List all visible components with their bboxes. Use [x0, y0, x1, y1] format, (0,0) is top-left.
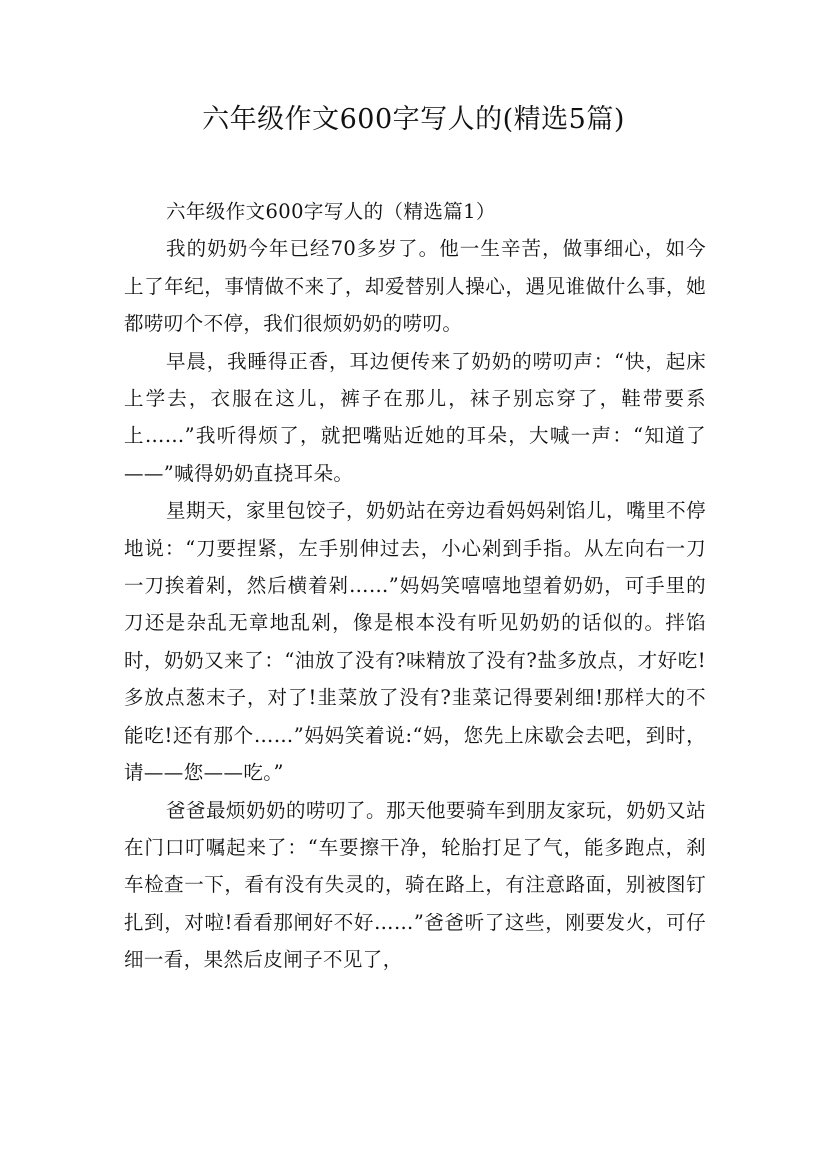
- document-title: 六年级作文600字写人的(精选5篇): [202, 104, 625, 135]
- paragraph-1: 我的奶奶今年已经70多岁了。他一生辛苦，做事细心，如今上了年纪，事情做不来了，却爱替别人操心，遇见谁做什么事，她都唠叨个不停，我们很烦奶奶的唠叨。: [124, 237, 706, 336]
- paragraph-3: 星期天，家里包饺子，奶奶站在旁边看妈妈剁馅儿，嘴里不停地说：“刀要捏紧，左手别伸过去，小心剁到手指。从左向右一刀一刀挨着剁，然后横着剁……”妈妈笑嘻嘻地望着奶奶，可手里的刀还是杂乱无章地乱剁，像是根本没有听见奶奶的话似的。拌馅时，奶奶又来了：“油放了没有?味精放了没有?盐多放点，才好吃!多放点葱末子，对了!韭菜放了没有?韭菜记得要剁细!那样大的不能吃!还有那个……”妈妈笑着说:“妈，您先上床歇会去吧，到时，请——您——吃。”: [124, 499, 706, 785]
- section-heading: 六年级作文600字写人的（精选篇1）: [166, 200, 496, 223]
- document-body: [124, 193, 706, 979]
- paragraph-2: 早晨，我睡得正香，耳边便传来了奶奶的唠叨声：“快，起床上学去，衣服在这儿，裤子在那儿，袜子别忘穿了，鞋带要系上……”我听得烦了，就把嘴贴近她的耳朵，大喊一声：“知道了——”喊得奶奶直挠耳朵。: [124, 349, 706, 485]
- paragraph-4: 爸爸最烦奶奶的唠叨了。那天他要骑车到朋友家玩，奶奶又站在门口叮嘱起来了：“车要擦干净，轮胎打足了气，能多跑点，刹车检查一下，看有没有失灵的，骑在路上，有注意路面，别被图钉扎到，对啦!看看那闸好不好……”爸爸听了这些，刚要发火，可仔细一看，果然后皮闸子不见了，: [124, 798, 706, 972]
